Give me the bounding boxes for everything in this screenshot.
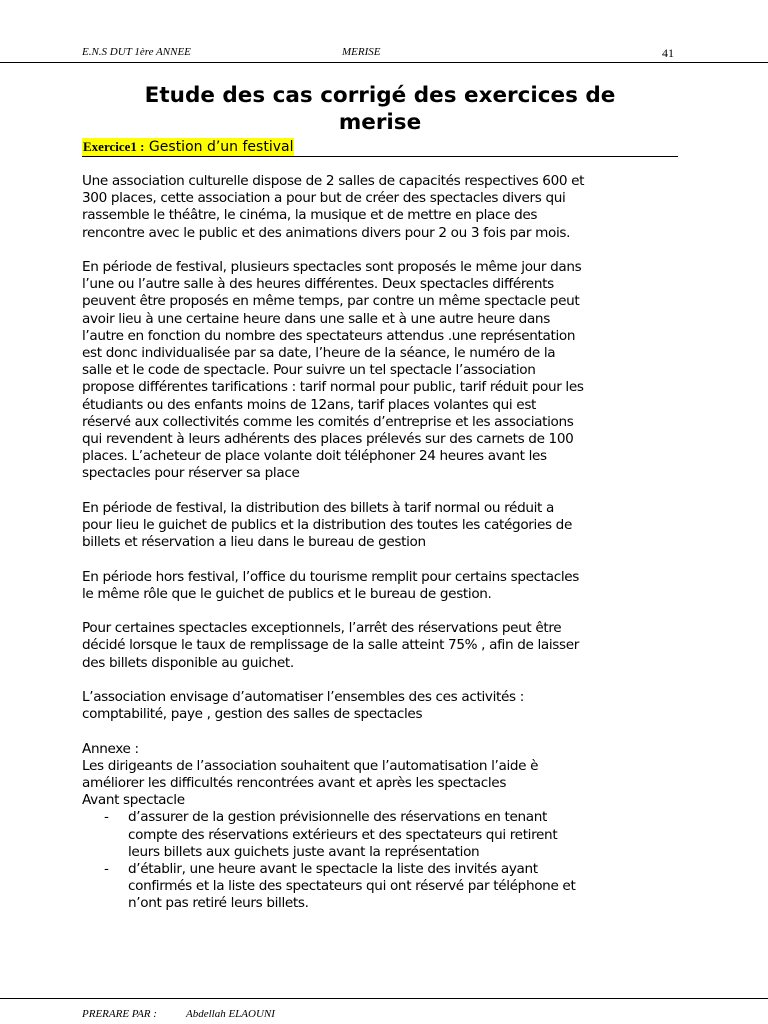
text-line: En période de festival, la distribution des billets à tarif normal ou réduit a bbox=[82, 499, 554, 516]
text-line: Avant spectacle bbox=[82, 792, 185, 809]
dash-bullet: - bbox=[104, 861, 109, 878]
footer-author: Abdellah ELAOUNI bbox=[186, 1008, 275, 1020]
text-line: est donc individualisée par sa date, l’heure de la séance, le numéro de la bbox=[82, 345, 556, 362]
exercise-heading bbox=[82, 136, 678, 157]
text-line: Pour certaines spectacles exceptionnels, l’arrêt des réservations peut être bbox=[82, 620, 562, 637]
text-line: places. L’acheteur de place volante doit téléphoner 24 heures avant les bbox=[82, 448, 547, 465]
text-line: l’autre en fonction du nombre des spectateurs attendus .une représentation bbox=[82, 327, 576, 344]
paragraph-1 bbox=[82, 173, 686, 242]
header-subject: MERISE bbox=[342, 46, 381, 58]
text-line: salle et le code de spectacle. Pour suivre un tel spectacle l’association bbox=[82, 362, 536, 379]
annexe-heading: Annexe : bbox=[82, 740, 139, 757]
text-line: confirmés et la liste des spectateurs qui ont réservé par téléphone et bbox=[128, 878, 576, 895]
document-body bbox=[82, 173, 686, 913]
text-line: décidé lorsque le taux de remplissage de la salle atteint 75% , afin de laisser bbox=[82, 637, 580, 654]
text-line: améliorer les difficultés rencontrées avant et après les spectacles bbox=[82, 775, 507, 792]
text-line: leurs billets aux guichets juste avant la représentation bbox=[128, 843, 480, 860]
text-line: Une association culturelle dispose de 2 salles de capacités respectives 600 et bbox=[82, 173, 585, 189]
paragraph-6 bbox=[82, 689, 686, 723]
text-line: compte des réservations extérieurs et des spectateurs qui retirent bbox=[128, 826, 558, 843]
paragraph-4 bbox=[82, 569, 686, 603]
text-line: des billets disponible au guichet. bbox=[82, 654, 294, 671]
text-line: l’une ou l’autre salle à des heures différentes. Deux spectacles différents bbox=[82, 276, 554, 293]
text-line: Les dirigeants de l’association souhaitent que l’automatisation l’aide è bbox=[82, 757, 539, 774]
list-item bbox=[82, 809, 686, 861]
paragraph-5 bbox=[82, 620, 686, 672]
text-line: L’association envisage d’automatiser l’ensembles des ces activités : bbox=[82, 689, 524, 706]
text-line: En période de festival, plusieurs spectacles sont proposés le même jour dans bbox=[82, 259, 582, 275]
text-line: d’assurer de la gestion prévisionnelle des réservations en tenant bbox=[128, 809, 547, 826]
document-title bbox=[82, 82, 678, 136]
text-line: réservé aux collectivités comme les comités d’entreprise et les associations bbox=[82, 413, 574, 430]
text-line: peuvent être proposés en même temps, par contre un même spectacle peut bbox=[82, 293, 580, 310]
text-line: billets et réservation a lieu dans le bureau de gestion bbox=[82, 534, 426, 551]
paragraph-2 bbox=[82, 259, 686, 483]
text-line: d’établir, une heure avant le spectacle la liste des invités ayant bbox=[128, 861, 538, 878]
text-line: n’ont pas retiré leurs billets. bbox=[128, 895, 309, 912]
text-line: spectacles pour réserver sa place bbox=[82, 465, 300, 482]
text-line: En période hors festival, l’office du tourisme remplit pour certains spectacles bbox=[82, 568, 580, 585]
paragraph-3 bbox=[82, 500, 686, 552]
text-line: qui revendent à leurs adhérents des places prélevés sur des carnets de 100 bbox=[82, 431, 574, 448]
text-line: pour lieu le guichet de publics et la distribution des toutes les catégories de bbox=[82, 517, 572, 534]
page-header bbox=[0, 44, 768, 63]
text-line: comptabilité, paye , gestion des salles de spectacles bbox=[82, 706, 423, 723]
text-line: rassemble le théâtre, le cinéma, la musique et de mettre en place des bbox=[82, 207, 538, 224]
text-line: le même rôle que le guichet de publics et le bureau de gestion. bbox=[82, 585, 492, 602]
text-line: 300 places, cette association a pour but de créer des spectacles divers qui bbox=[82, 190, 566, 207]
annexe-bullet-list bbox=[82, 809, 686, 912]
page-footer bbox=[0, 998, 768, 1020]
text-line: propose différentes tarifications : tarif normal pour public, tarif réduit pour les bbox=[82, 379, 584, 396]
text-line: rencontre avec le public et des animations divers pour 2 ou 3 fois par mois. bbox=[82, 224, 571, 241]
text-line: avoir lieu à une certaine heure dans une salle et à une autre heure dans bbox=[82, 310, 550, 327]
exercise-highlight bbox=[82, 138, 294, 156]
list-item bbox=[82, 861, 686, 913]
title-line: Etude des cas corrigé des exercices de bbox=[144, 83, 616, 108]
title-line: merise bbox=[338, 110, 422, 135]
exercise-number: Exercice1 : bbox=[83, 139, 145, 154]
exercise-name: Gestion d’un festival bbox=[144, 139, 294, 155]
text-line: étudiants ou des enfants moins de 12ans, tarif places volantes qui est bbox=[82, 396, 537, 413]
footer-prepared-by: PRERARE PAR : bbox=[82, 1008, 157, 1020]
annexe-section bbox=[82, 741, 686, 810]
dash-bullet: - bbox=[104, 809, 109, 826]
header-course: E.N.S DUT 1ère ANNEE bbox=[82, 46, 191, 58]
header-page-number: 41 bbox=[662, 46, 674, 60]
